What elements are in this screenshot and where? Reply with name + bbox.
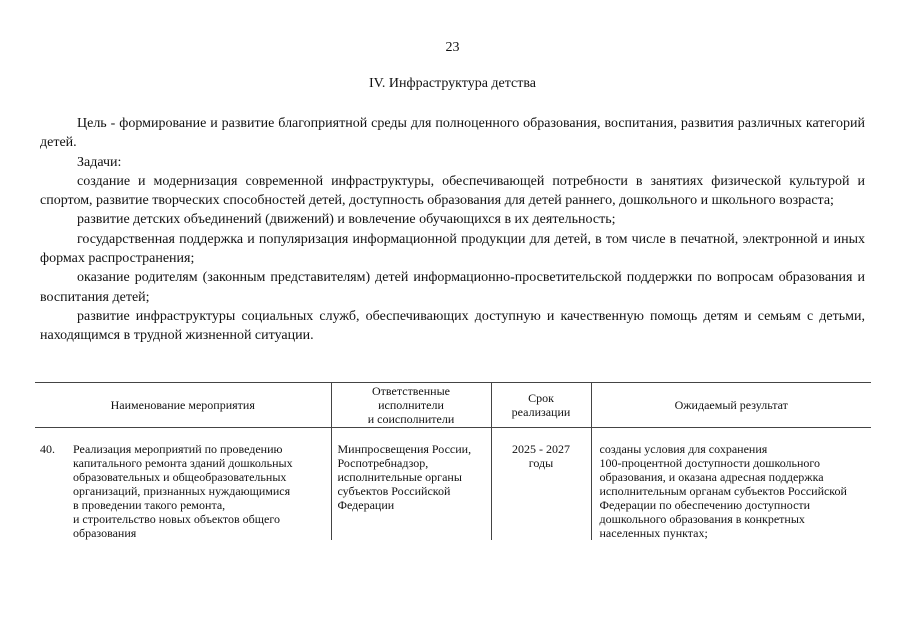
header-responsible-label: Ответственные исполнители и соисполнители — [367, 384, 455, 426]
task-paragraph: создание и модернизация современной инфраструктуры, обеспечивающей потребности в занятиях физической культурой и спортом, развитие творческих способностей детей, доступность образования для детей раннего, дошкольного и школьного возраста; — [40, 173, 865, 209]
tasks-heading: Задачи: — [77, 154, 122, 170]
task-paragraph: развитие инфраструктуры социальных служб, обеспечивающих доступную и качественную помощь детям и семьям с детьми, находящимся в трудной жизненной ситуации. — [40, 308, 865, 344]
page-number: 23 — [445, 40, 460, 55]
goal-paragraph: Цель - формирование и развитие благоприятной среды для полноценного образования, воспитания, развития различных категорий детей. — [40, 116, 865, 151]
section-title: IV. Инфраструктура детства — [368, 76, 537, 91]
header-name-label: Наименование мероприятия — [110, 398, 255, 412]
body-text — [40, 114, 865, 346]
header-term — [491, 383, 591, 428]
row-responsible: Минпросвещения России, Роспотребнадзор, исполнительные органы субъектов Российской Федерации — [337, 442, 472, 512]
header-result — [591, 383, 871, 428]
row-result: созданы условия для сохранения 100-процентной доступности дошкольного образования, и оказана адресная поддержка исполнительным органам субъектов Российской Федерации по обеспечению доступности дошкольного образования в конкретных населенных пунктах; — [599, 442, 847, 540]
cell-result — [591, 442, 871, 540]
row-number: 40. — [40, 442, 55, 456]
table-header-row — [35, 383, 871, 428]
task-paragraph: развитие детских объединений (движений) и вовлечение обучающихся в их деятельность; — [77, 212, 616, 228]
header-term-label: Срок реализации — [511, 391, 571, 419]
task-paragraph: оказание родителям (законным представителям) детей информационно-просветительской поддержки по вопросам образования и воспитания детей; — [40, 270, 865, 305]
task-paragraph: государственная поддержка и популяризация информационной продукции для детей, в том числе в печатной, электронной и иных формах распространения; — [40, 231, 865, 267]
header-name — [35, 383, 331, 428]
table-row — [35, 442, 871, 540]
cell-responsible — [331, 442, 491, 540]
cell-name — [35, 442, 331, 540]
row-term: 2025 - 2027 годы — [512, 442, 570, 470]
table-spacer-row — [35, 428, 871, 443]
cell-term — [491, 442, 591, 540]
header-responsible — [331, 383, 491, 428]
row-name: Реализация мероприятий по проведению капитального ремонта зданий дошкольных образовательных и общеобразовательных организаций, признанных нуждающимися в проведении такого ремонта, и строительство новых объектов общего образования — [73, 442, 293, 540]
header-result-label: Ожидаемый результат — [674, 398, 788, 412]
measures-table — [35, 382, 871, 540]
